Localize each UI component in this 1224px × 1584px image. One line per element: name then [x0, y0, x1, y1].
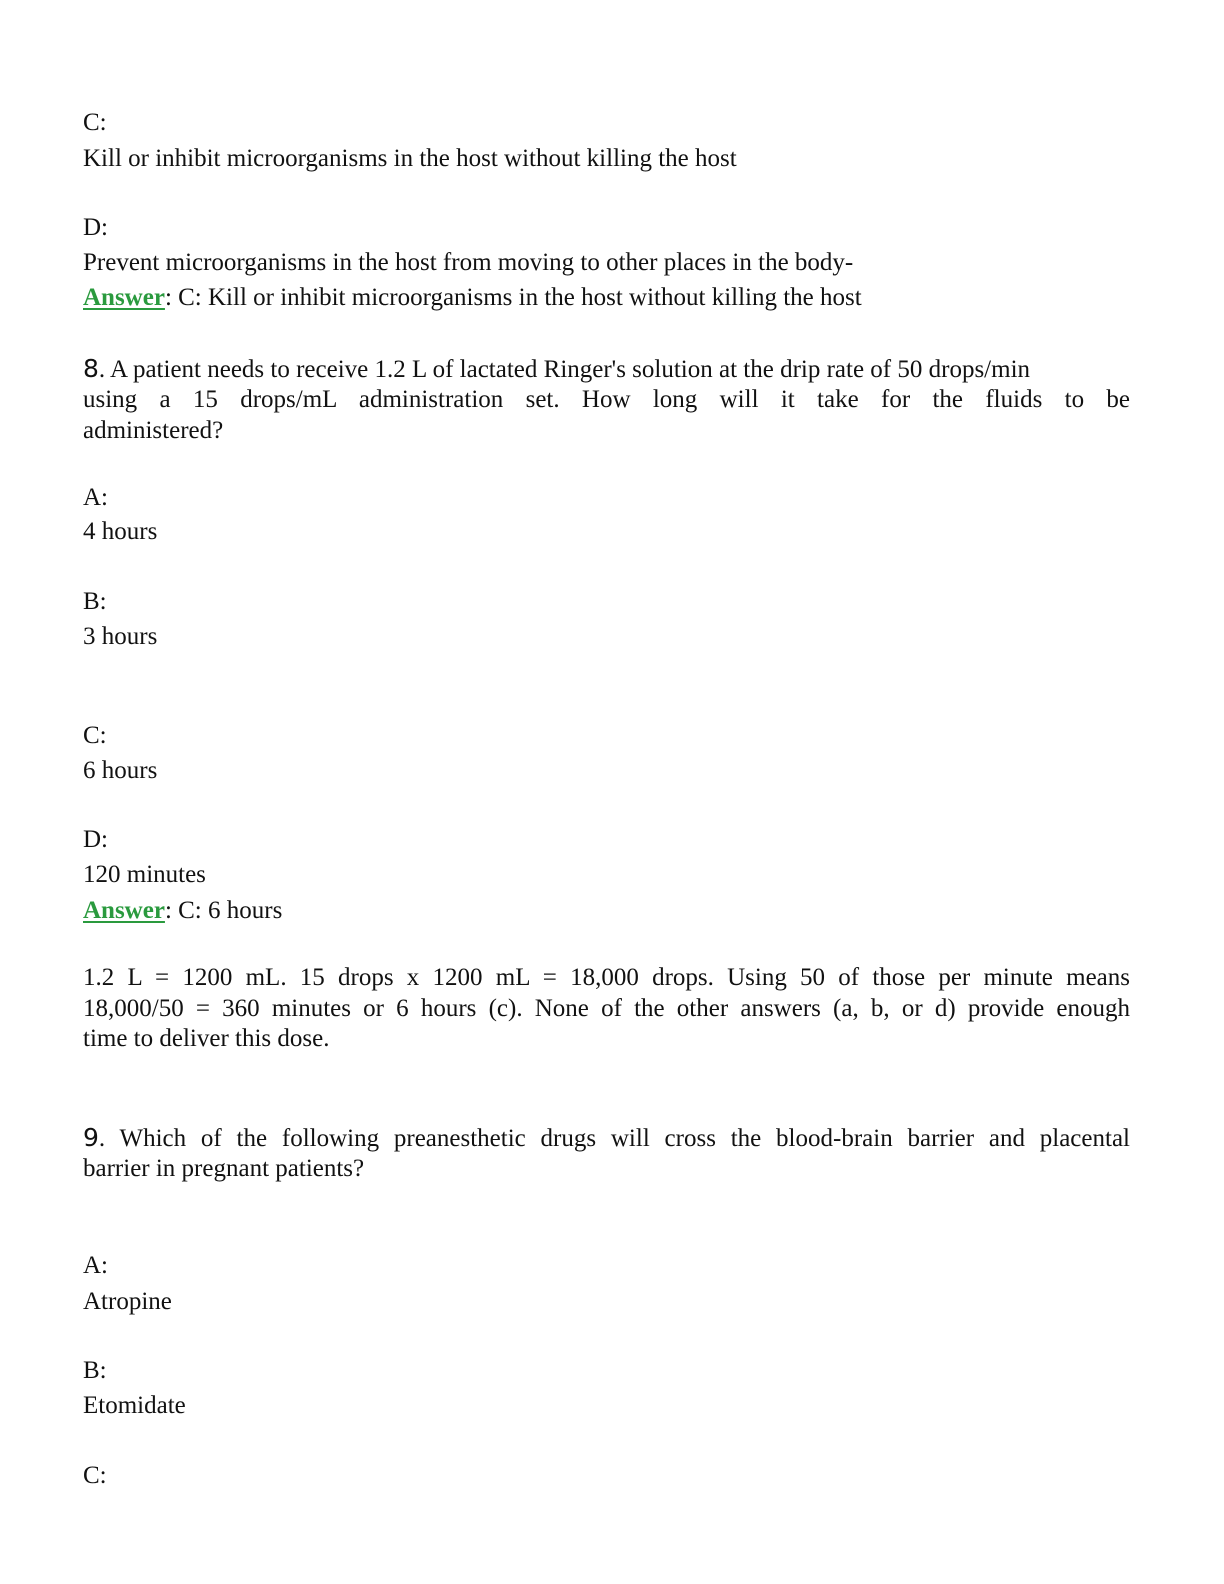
q8-answer-label: Answer: [83, 897, 165, 924]
q8-option-d-text: 120 minutes: [83, 861, 206, 888]
q8-explanation-line-2: 18,000/50 = 360 minutes or 6 hours (c). None of the other answers (a, b, or d) provide enough: [83, 995, 1130, 1022]
q8-option-a-text: 4 hours: [83, 518, 158, 545]
q8-explanation-line-1: 1.2 L = 1200 mL. 15 drops x 1200 mL = 18,000 drops. Using 50 of those per minute means: [83, 964, 1130, 991]
q8-stem-line-2: using a 15 drops/mL administration set. How long will it take for the fluids to be: [83, 386, 1130, 413]
q8-answer-text: : C: 6 hours: [164, 897, 283, 924]
q7-option-c-text: Kill or inhibit microorganisms in the host without killing the host: [83, 145, 737, 172]
q8-option-c-text: 6 hours: [83, 757, 158, 784]
q8-stem-line-1-text: . A patient needs to receive 1.2 L of lactated Ringer's solution at the drip rate of 50 drops/min: [98, 356, 1031, 383]
q8-explanation-line-3: time to deliver this dose.: [83, 1025, 330, 1052]
q8-option-c-letter: C:: [83, 722, 107, 749]
q8-stem-line-1: [83, 353, 1030, 385]
q7-answer: [83, 282, 862, 313]
q9-option-c-letter: C:: [83, 1462, 107, 1489]
q8-option-b-letter: B:: [83, 588, 107, 615]
q9-stem-line-2: barrier in pregnant patients?: [83, 1155, 365, 1182]
q8-option-b-text: 3 hours: [83, 623, 158, 650]
q8-option-d-letter: D:: [83, 826, 108, 853]
q8-answer: [83, 895, 282, 926]
q7-option-d-letter: D:: [83, 214, 108, 241]
document-page: [83, 0, 1130, 1584]
q7-option-c-letter: C:: [83, 109, 107, 136]
q8-stem-line-3: administered?: [83, 417, 224, 444]
q9-option-b-letter: B:: [83, 1357, 107, 1384]
q8-number: 8: [83, 354, 99, 383]
q9-stem-line-1-text: . Which of the following preanesthetic drugs will cross the blood-brain barrier and placental: [98, 1125, 1130, 1152]
q9-stem-line-1: [83, 1122, 1130, 1154]
q7-answer-text: : C: Kill or inhibit microorganisms in the host without killing the host: [164, 284, 862, 311]
q9-option-b-text: Etomidate: [83, 1392, 186, 1419]
q7-answer-label: Answer: [83, 284, 165, 311]
q9-number: 9: [83, 1123, 99, 1152]
q9-option-a-letter: A:: [83, 1252, 108, 1279]
q8-option-a-letter: A:: [83, 484, 108, 511]
q7-option-d-text: Prevent microorganisms in the host from moving to other places in the body-: [83, 249, 854, 276]
q9-option-a-text: Atropine: [83, 1288, 172, 1315]
